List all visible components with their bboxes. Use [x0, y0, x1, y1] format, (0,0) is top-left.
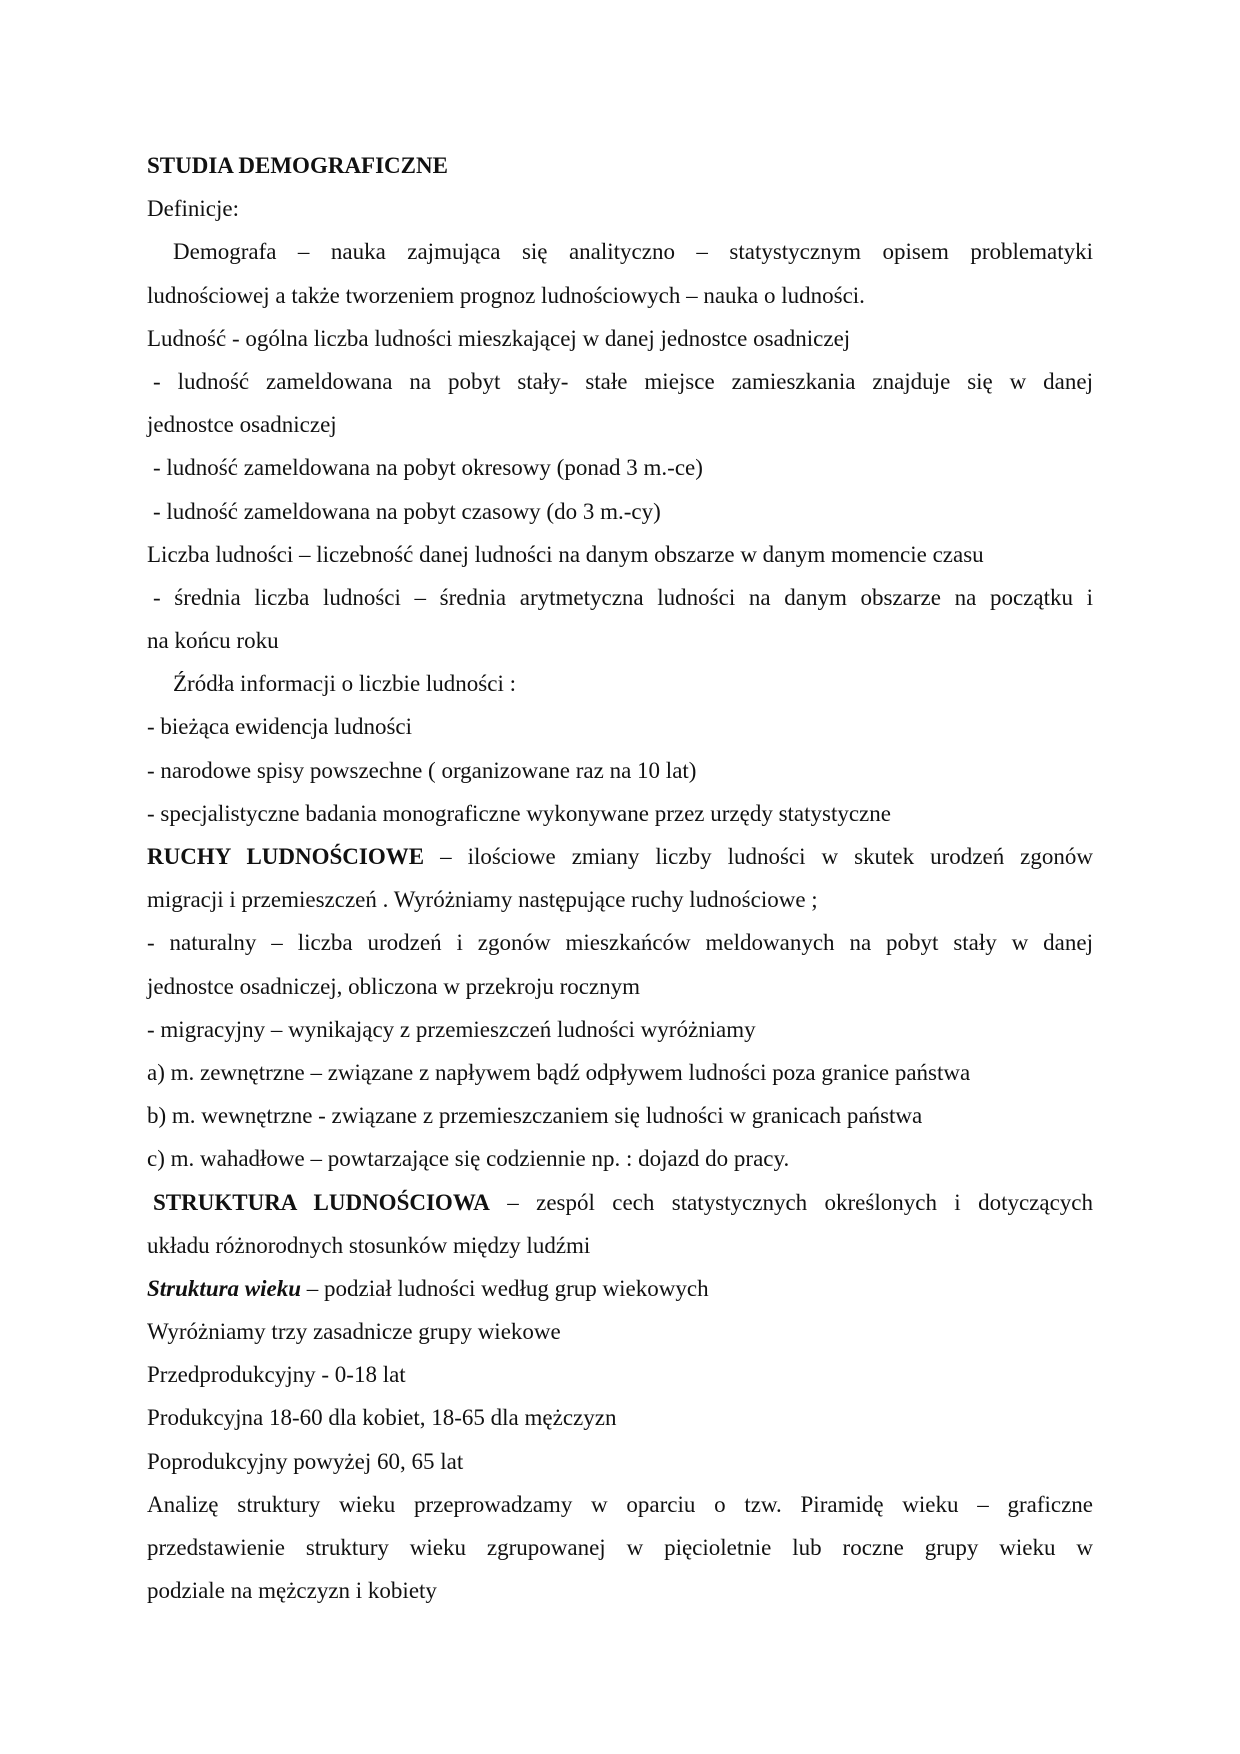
list-item: b) m. wewnętrzne - związane z przemieszczaniem się ludności w granicach państwa [147, 1103, 923, 1129]
paragraph-line: Przedprodukcyjny - 0-18 lat [147, 1362, 406, 1388]
paragraph-line: - ludność zameldowana na pobyt okresowy (ponad 3 m.-ce) [153, 455, 703, 481]
paragraph-line: Produkcyjna 18-60 dla kobiet, 18-65 dla mężczyzn [147, 1405, 617, 1431]
section-heading-line [147, 835, 1093, 878]
list-item: - naturalny – liczba urodzeń i zgonów mieszkańców meldowanych na pobyt stały w danej [147, 930, 1093, 956]
section-heading: STRUKTURA LUDNOŚCIOWA [153, 1189, 490, 1215]
paragraph-line: układu różnorodnych stosunków między ludźmi [147, 1232, 591, 1258]
paragraph-line: Źródła informacji o liczbie ludności : [173, 671, 516, 697]
list-item: - migracyjny – wynikający z przemieszczeń ludności wyróżniamy [147, 1016, 756, 1042]
paragraph-line: ludnościowej a także tworzeniem prognoz ludnościowych – nauka o ludności. [147, 282, 865, 308]
section-heading: RUCHY LUDNOŚCIOWE [147, 844, 425, 869]
paragraph-line: migracji i przemieszczeń . Wyróżniamy następujące ruchy ludnościowe ; [147, 887, 818, 913]
subsection-heading: Struktura wieku [147, 1275, 302, 1301]
paragraph-line: Poprodukcyjny powyżej 60, 65 lat [147, 1448, 464, 1474]
document-body [147, 144, 1093, 1612]
paragraph-line: - ludność zameldowana na pobyt czasowy (do 3 m.-cy) [153, 498, 661, 524]
paragraph-line: Demografa – nauka zajmująca się analityczno – statystycznym opisem problematyki [173, 239, 1093, 265]
paragraph-line: Wyróżniamy trzy zasadnicze grupy wiekowe [147, 1319, 561, 1345]
paragraph-line: jednostce osadniczej [147, 412, 337, 438]
paragraph-line: przedstawienie struktury wieku zgrupowanej w pięcioletnie lub roczne grupy wieku w [147, 1535, 1093, 1560]
paragraph-line: - średnia liczba ludności – średnia arytmetyczna ludności na danym obszarze na początku i [153, 584, 1093, 610]
paragraph-line: Definicje: [147, 196, 239, 222]
list-item: a) m. zewnętrzne – związane z napływem bądź odpływem ludności poza granice państwa [147, 1059, 971, 1085]
paragraph-line: jednostce osadniczej, obliczona w przekroju rocznym [147, 973, 641, 999]
paragraph-line: na końcu roku [147, 628, 279, 654]
paragraph-line: Analizę struktury wieku przeprowadzamy w oparciu o tzw. Piramidę wieku – graficzne [147, 1491, 1093, 1517]
section-heading-line [147, 1181, 1093, 1224]
subsection-line [147, 1267, 1093, 1310]
paragraph-line: Liczba ludności – liczebność danej ludności na danym obszarze w danym momencie czasu [147, 541, 984, 567]
list-item: - narodowe spisy powszechne ( organizowane raz na 10 lat) [147, 757, 697, 783]
list-item: - bieżąca ewidencja ludności [147, 714, 413, 740]
section-heading-text: – zespól cech statystycznych określonych i dotyczących [489, 1189, 1094, 1215]
section-heading-text: – ilościowe zmiany liczby ludności w skutek urodzeń zgonów [424, 844, 1093, 869]
paragraph-line: podziale na mężczyzn i kobiety [147, 1578, 437, 1604]
paragraph-line: Ludność - ogólna liczba ludności mieszkającej w danej jednostce osadniczej [147, 325, 851, 351]
list-item: c) m. wahadłowe – powtarzające się codziennie np. : dojazd do pracy. [147, 1146, 790, 1172]
subsection-text: – podział ludności według grup wiekowych [301, 1275, 709, 1301]
list-item: - specjalistyczne badania monograficzne wykonywane przez urzędy statystyczne [147, 800, 891, 826]
document-title: STUDIA DEMOGRAFICZNE [147, 153, 448, 178]
paragraph-line: - ludność zameldowana na pobyt stały- stałe miejsce zamieszkania znajduje się w danej [153, 368, 1093, 394]
